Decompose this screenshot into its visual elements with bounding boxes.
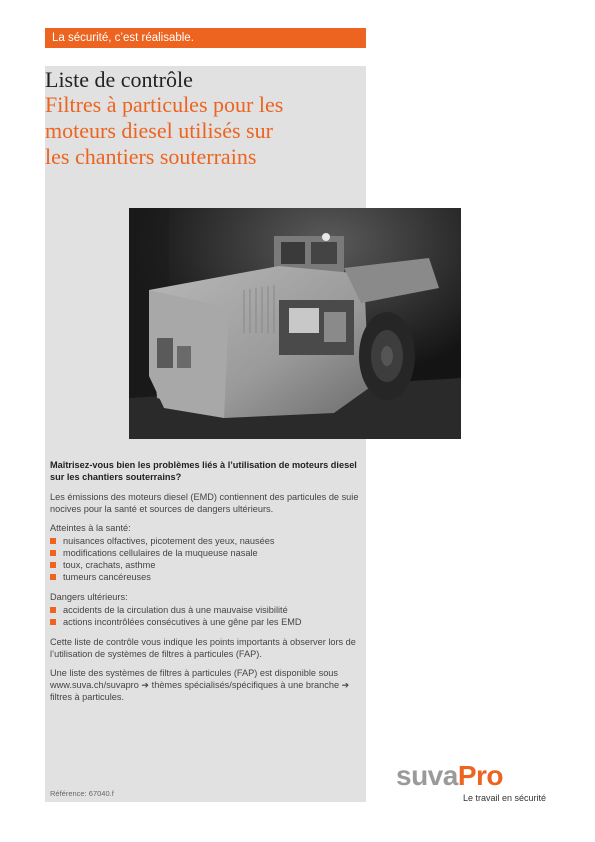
list-item: accidents de la circulation dus à une mauvaise visibilité <box>50 604 360 616</box>
logo-suva: suva <box>396 760 458 791</box>
subtitle-line: Filtres à particules pour les <box>45 92 284 117</box>
list-item: modifications cellulaires de la muqueuse nasale <box>50 547 360 559</box>
suvapro-logo <box>396 760 503 792</box>
purpose-paragraph: Cette liste de contrôle vous indique les points importants à observer lors de l’utilisation de systèmes de filtres à particules (FAP). <box>50 637 356 659</box>
list-item: toux, crachats, asthme <box>50 559 360 571</box>
subtitle-line: les chantiers souterrains <box>45 144 257 169</box>
list-item: tumeurs cancéreuses <box>50 571 360 583</box>
list-item: nuisances olfactives, picotement des yeux, nausées <box>50 535 360 547</box>
checklist-content <box>50 459 360 710</box>
reference-number: Référence: 67040.f <box>50 789 114 798</box>
subtitle-line: moteurs diesel utilisés sur <box>45 118 273 143</box>
header-banner: La sécurité, c’est réalisable. <box>45 28 366 48</box>
page-subtitle <box>45 92 363 170</box>
link-paragraph: Une liste des systèmes de filtres à particules (FAP) est disponible sous www.suva.ch/suvapro ➔ thèmes spécialisés/spécifiques à une branche ➔ filtres à particules. <box>50 668 350 702</box>
health-list <box>50 535 360 583</box>
brand-tagline: Le travail en sécurité <box>463 793 547 803</box>
logo-pro: Pro <box>457 760 504 791</box>
dangers-list <box>50 604 360 628</box>
list-item: actions incontrôlées consécutives à une gêne par les EMD <box>50 616 360 628</box>
health-heading: Atteintes à la santé: <box>50 523 131 533</box>
lead-question: Maîtrisez-vous bien les problèmes liés à l’utilisation de moteurs diesel sur les chantiers souterrains? <box>50 460 357 482</box>
intro-paragraph: Les émissions des moteurs diesel (EMD) contiennent des particules de suie nocives pour la santé et sources de dangers ultérieurs. <box>50 492 359 514</box>
page-title: Liste de contrôle <box>45 67 193 92</box>
dangers-heading: Dangers ultérieurs: <box>50 592 128 602</box>
diesel-loader-photo <box>129 208 461 439</box>
